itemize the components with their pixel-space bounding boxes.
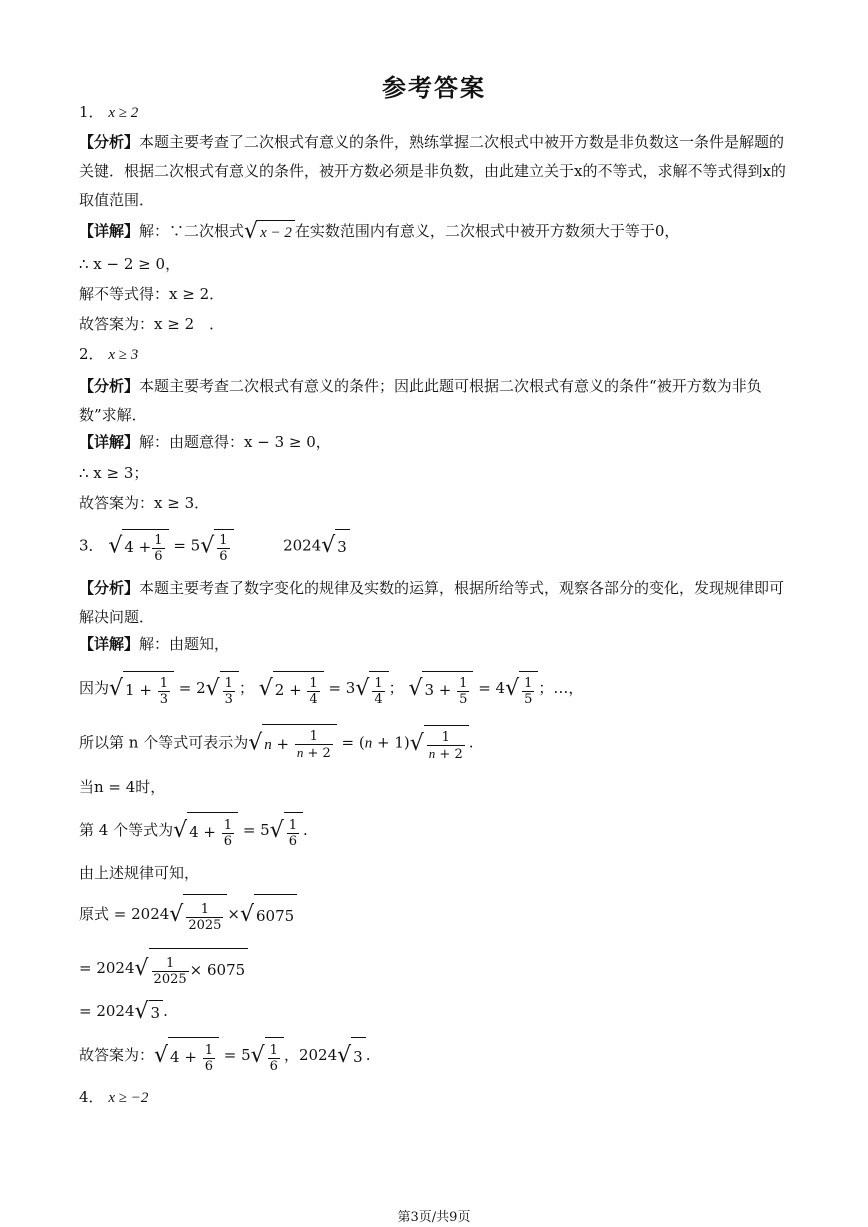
q1-radical: √ x − 2 [244, 220, 295, 244]
q3-orig-rad1: √ $\frac{1}{2025}$ [169, 894, 227, 936]
q3-final-line: = 2024√ 3 . [79, 999, 168, 1024]
q3-answer-rad3: √ 3 [337, 1037, 366, 1075]
q3-step-line [79, 948, 799, 990]
q3-answer-a-rhs: √ $\frac{1}{6}$ [200, 529, 233, 564]
q3-step-rad: √ $\frac{1}{2025}$ × 6075 [135, 948, 249, 990]
q3-answer-label: 故答案为： [79, 1046, 155, 1064]
q2-step1: ∴ x ≥ 3； [79, 464, 149, 482]
q3-step-label: = 2024 [79, 959, 135, 977]
q3-detail-tag: 【详解】 [79, 635, 140, 653]
q3-analysis-text: 本题主要考查了数字变化的规律及实数的运算，根据所给等式，观察各部分的变化，发现规律即可解决问题． [79, 579, 785, 626]
q2-analysis-tag: 【分析】 [79, 377, 140, 395]
q3-when: 当n = 4时， [79, 778, 166, 796]
q3-answer-b-rad: √ 3 [321, 529, 350, 563]
q3-because-line: 因为√ 1 + $\frac{1}{3}$ = 2√ $\frac{1}{3}$ ； √ 2 + $\frac{1}{4}$ = 3√ $\frac{1}{4}$ ； √ 3 + $\frac{1}{5}$ = 4√ $\frac{1}{5}$ ；…， [79, 671, 799, 707]
q3-general-rhs: √ $\frac{1}{n + 2}$ [410, 725, 469, 763]
q3-answer-line: 故答案为：√ 4 + $\frac{1}{6}$ = 5√ $\frac{1}{6}$ ，2024√ 3 . [79, 1037, 799, 1075]
q3-orig-times: × [227, 905, 240, 923]
q1-detail-tag: 【详解】 [79, 222, 140, 240]
q3-final-label: = 2024 [79, 1002, 135, 1020]
q2-analysis [79, 372, 799, 430]
q3-eq3: √ 3 + $\frac{1}{5}$ [408, 671, 473, 707]
q2-detail-tag: 【详解】 [79, 433, 140, 451]
q3-fourth-lhs: √ 4 + $\frac{1}{6}$ [173, 812, 238, 850]
q1-analysis [79, 128, 799, 215]
page-footer: 第3页/共9页 [397, 1210, 471, 1225]
q3-general-label: 所以第 n 个等式可表示为 [79, 733, 249, 752]
q3-answer-rhs: √ $\frac{1}{6}$ [251, 1037, 284, 1075]
page-title: 参考答案 [382, 73, 486, 102]
q3-answer-sep: ，2024 [283, 1046, 338, 1064]
q1-answer: x ≥ 2 [108, 105, 139, 121]
q2-step2: 故答案为：x ≥ 3． [79, 494, 210, 512]
q1-step3: 故答案为：x ≥ 2 ． [79, 315, 225, 333]
q3-header [79, 529, 799, 564]
q4-answer: x ≥ −2 [108, 1090, 149, 1106]
q3-answer-lhs: √ 4 + $\frac{1}{6}$ [154, 1037, 219, 1075]
q3-fourth-label: 第 4 个等式为 [79, 821, 174, 839]
q3-answer-eq: = 5 [173, 536, 201, 555]
q3-general-line: 所以第 n 个等式可表示为√ n + $\frac{1}{n + 2}$ = (n + 1)√ $\frac{1}{n + 2}$ . [79, 724, 799, 763]
q4-number: 4． [79, 1088, 104, 1106]
q1-step1: ∴ x − 2 ≥ 0， [79, 255, 181, 273]
q1-header [79, 101, 799, 124]
q3-detail [79, 633, 799, 655]
q3-orig-label: 原式 = 2024 [79, 905, 170, 923]
q3-general-lhs: √ n + $\frac{1}{n + 2}$ [248, 724, 337, 763]
q2-number: 2． [79, 345, 104, 363]
q3-eq2: √ 2 + $\frac{1}{4}$ [259, 671, 324, 707]
q3-analysis [79, 574, 799, 632]
q1-step2: 解不等式得：x ≥ 2． [79, 285, 225, 303]
q1-detail-pre: 解：∵二次根式 [139, 222, 245, 240]
q1-analysis-tag: 【分析】 [79, 133, 140, 151]
q2-answer: x ≥ 3 [108, 347, 139, 363]
q3-orig-rad2: √ 6075 [240, 894, 297, 936]
q3-eq1: √ 1 + $\frac{1}{3}$ [109, 671, 174, 707]
q3-orig-line [79, 894, 799, 936]
q1-detail [79, 220, 799, 244]
q3-by-rule: 由上述规律可知， [79, 864, 200, 882]
q2-header [79, 343, 799, 366]
q1-analysis-text: 本题主要考查了二次根式有意义的条件，熟练掌握二次根式中被开方数是非负数这一条件是解题的关键．根据二次根式有意义的条件，被开方数必须是非负数，由此建立关于x的不等式，求解不等式得到x的取值范围． [79, 133, 786, 209]
q3-answer-b: 2024 [283, 536, 322, 555]
q1-number: 1． [79, 103, 104, 121]
q3-answer-a-lhs: √ 4 + $\frac{1}{6}$ [108, 529, 168, 564]
q2-analysis-text: 本题主要考查二次根式有意义的条件；因此此题可根据二次根式有意义的条件“被开方数为非负数”求解． [79, 377, 762, 424]
q3-analysis-tag: 【分析】 [79, 579, 140, 597]
q3-number: 3． [79, 536, 104, 555]
q4-header [79, 1086, 799, 1109]
q3-final-rad: √ 3 [135, 1000, 164, 1024]
q1-detail-post: 在实数范围内有意义，二次根式中被开方数须大于等于0， [294, 222, 680, 240]
q2-detail-text: 解：由题意得：x − 3 ≥ 0， [139, 433, 331, 451]
q3-detail-text: 解：由题知， [139, 635, 230, 653]
q3-ellipsis: ；…， [538, 679, 584, 697]
q3-fourth-line: 第 4 个等式为√ 4 + $\frac{1}{6}$ = 5√ $\frac{1}{6}$ . [79, 812, 799, 850]
q3-because-label: 因为 [79, 679, 110, 697]
q3-fourth-rhs: √ $\frac{1}{6}$ [270, 812, 303, 850]
q2-detail [79, 431, 799, 453]
